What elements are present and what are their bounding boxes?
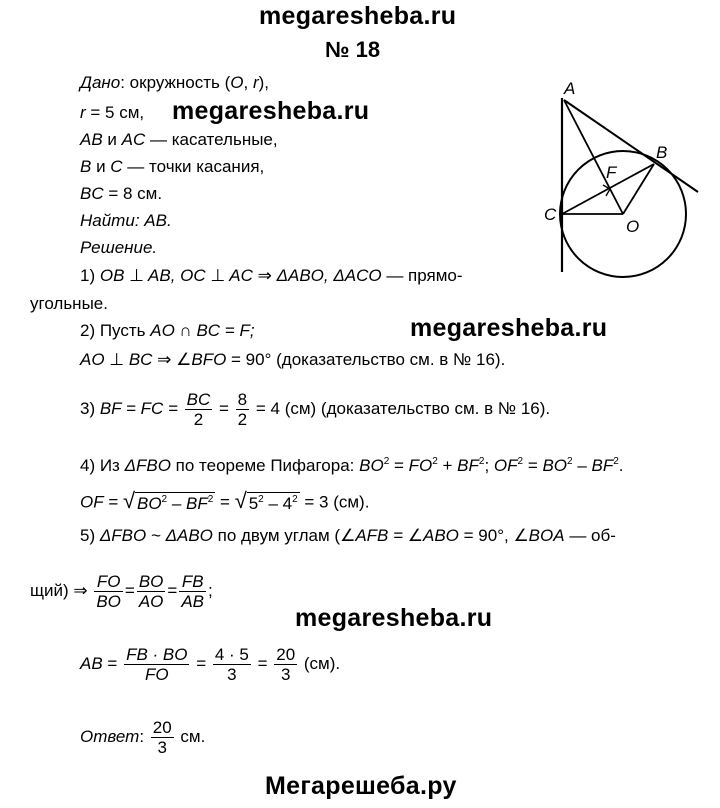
label-A: A (564, 80, 576, 98)
label-B: B (656, 143, 668, 162)
sqrt-bo-bf: √ $BO^2 - BF^2$ (122, 488, 214, 513)
fraction-bo-ao: $\frac{BO}{AO}$ (138, 572, 164, 611)
fraction-45-3: $\frac{4 \cdot 5}{3}$ (214, 645, 249, 684)
given-label: Дано (80, 73, 121, 92)
find-label: Найти (80, 211, 135, 230)
fraction-fbbo-fo: $\frac{FB \cdot BO}{FO}$ (126, 645, 188, 684)
watermark: megaresheba.ru (410, 314, 608, 342)
step-1: 1) OB ⊥ AB, OC ⊥ AC ⇒ ΔABO, ΔACO — прямо- (80, 266, 463, 285)
footer-site: Мегарешеба.ру (265, 772, 457, 800)
sqrt-5-4: √ $5^2 - 4^2$ (234, 488, 298, 513)
answer-fraction: $\frac{20}{3}$ (152, 718, 172, 757)
step-1-cont: угольные. (30, 294, 108, 313)
label-F: F (606, 163, 617, 182)
tangent-ab (564, 100, 698, 192)
step-3: 3) BF = FC = $\frac{BC}{2}$ = $\frac{8}{2}$ = 4 (см) (доказательство см. в № 16). (80, 390, 551, 429)
result-formula: AB = $\frac{FB \cdot BO}{FO}$ = $\frac{4 \cdot 5}{3}$ = $\frac{20}{3}$ (см). (80, 645, 341, 684)
find-line: Найти: AB. (80, 211, 172, 230)
given-line-1: Дано: окружность (O, r), (80, 73, 270, 92)
given-line-5: BC = 8 см. (80, 184, 163, 203)
fraction-8-2: $\frac{8}{2}$ (237, 390, 248, 429)
fraction-fo-bo: $\frac{FO}{BO}$ (96, 572, 121, 611)
label-O: O (626, 217, 640, 236)
solution-label: Решение. (80, 238, 158, 257)
answer: Ответ: $\frac{20}{3}$ см. (80, 718, 206, 757)
given-line-4: B и C — точки касания, (80, 157, 265, 176)
answer-label: Ответ (80, 726, 140, 746)
given-line-3: AB и AC — касательные, (80, 130, 278, 149)
geometry-diagram (530, 80, 715, 280)
fraction-fb-ab: $\frac{FB}{AB}$ (181, 572, 205, 611)
step-2-cont: AO ⊥ BC ⇒ ∠BFO = 90° (доказательство см. в № 16). (80, 350, 506, 369)
label-C: C (544, 205, 557, 224)
fraction-20-3: $\frac{20}{3}$ (276, 645, 296, 684)
given-line-2: r = 5 см, (80, 103, 145, 122)
watermark: megaresheba.ru (295, 604, 493, 632)
step-4: 4) Из ΔFBO по теореме Пифагора: $BO^2 = FO^2 + BF^2$; $OF^2 = BO^2 - BF^2$. (80, 456, 624, 475)
step-5: 5) ΔFBO ~ ΔABO по двум углам (∠AFB = ∠ABO = 90°, ∠BOA — об- (80, 526, 616, 545)
fraction-bc-2: $\frac{BC}{2}$ (186, 390, 211, 429)
step-2: 2) Пусть AO ∩ BC = F; (80, 321, 255, 340)
watermark: megaresheba.ru (172, 97, 370, 125)
step-4-cont: OF = √ $BO^2 - BF^2$ = √ $5^2 - 4^2 = 3$ (см). (80, 488, 370, 513)
problem-number: № 18 (325, 37, 381, 62)
step-5-cont: щий) ⇒ $\frac{FO}{BO}$ = $\frac{BO}{AO}$ = $\frac{FB}{AB}$ ; (30, 572, 213, 611)
header-site: megaresheba.ru (259, 2, 457, 30)
